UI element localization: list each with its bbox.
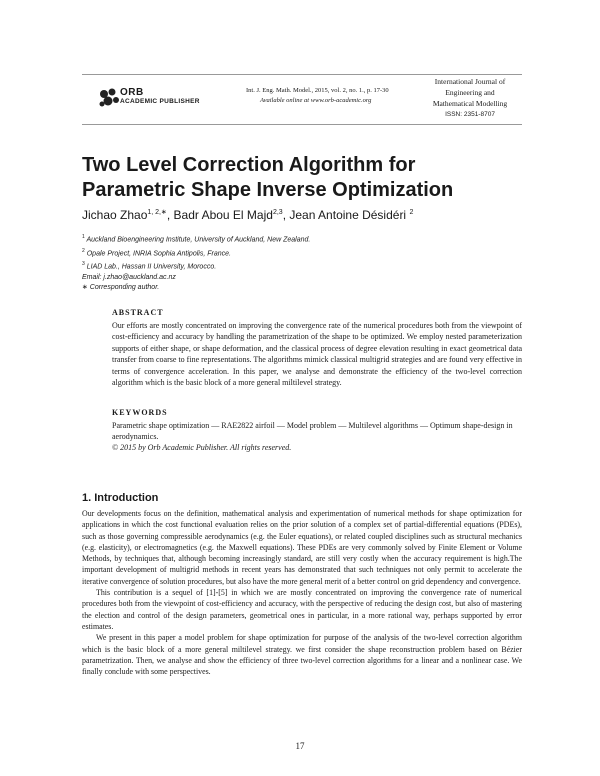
introduction-body <box>82 508 522 677</box>
paragraph: Our developments focus on the definition, mathematical analysis and experimentation of numerical methods for shape optimization for applications in which the cost functional evaluation relies on the prior solution of a complex set of partial-differential equations (PDEs), such as those governing compressible aerodynamics (e.g. the Euler equations), or related coupled disciplines such as structural mechanics (e.g. elasticity), or electromagnetics (e.g. the Maxwell equations). These PDEs are very commonly solved by Finite Element or Volume Methods, by techniques that, although becoming increasingly standard, are still very costly when the accuracy requirement is high.The important development of multigrid methods in recent years has demonstrated that such techniques not only permit to accelerate the iterative convergence of solution procedures, but also have the more general merit of a better control on grid dependency and convergence. <box>82 509 522 586</box>
issn: ISSN: 2351-8707 <box>445 111 495 118</box>
affiliation: $^2$ Opale Project, INRIA Sophia Antipolis, France. <box>82 247 231 257</box>
author-list: Jichao Zhao$^{1, 2,∗}$, Badr Abou El Majd$^{2,3}$, Jean Antoine Désidéri $^2$ <box>82 208 414 222</box>
affiliations <box>82 232 310 293</box>
citation: Int. J. Eng. Math. Model., 2015, vol. 2, no. 1., p. 17-30 <box>246 87 389 94</box>
publisher-logo <box>96 86 236 110</box>
keywords-heading: KEYWORDS <box>112 408 168 417</box>
abstract-heading: ABSTRACT <box>112 308 164 317</box>
author-sup: 2 <box>409 209 414 216</box>
paragraph: We present in this paper a model problem for shape optimization for purpose of the analysis of the two-level correction algorithm which is the basic block of a more general miltilevel strategy. we first consider the shape reconstruction problem based on Bézier parametrization. Then, we analyse and show the efficiency of three two-level correction algorithms for a linear and a nonlinear case. We finally conclude with some perspectives. <box>82 633 522 677</box>
abstract-text: Our efforts are mostly concentrated on improving the convergence rate of the numerical procedures both from the viewpoint of cost-efficiency and accuracy by handling the parametrization of the shape to be optimized. We employ nested parameterization supports of either shape, or shape deformation, and the classical process of degree elevation resulting in exact geometrical data transfer from coarse to fine representations. The algorithms mimick classical multigrid strategies and are found very effective in terms of convergence acceleration. In this paper, we analyse and demonstrate the efficiency of the two-level correction algorithm which is the basic block of a more general miltilevel strategy. <box>112 321 522 388</box>
copyright: © 2015 by Orb Academic Publisher. All rights reserved. <box>112 443 292 452</box>
paper-title: Two Level Correction Algorithm for Parametric Shape Inverse Optimization <box>82 154 454 201</box>
author-name: Jean Antoine Désidéri <box>289 208 407 222</box>
affiliation: $^3$ LIAD Lab., Hassan II University, Morocco. <box>82 261 217 271</box>
journal-line-1: International Journal of <box>434 77 506 86</box>
available-online: Available online at www.orb-academic.org <box>260 97 372 104</box>
author-name: Jichao Zhao <box>82 208 148 222</box>
affiliation: $^1$ Auckland Bioengineering Institute, University of Auckland, New Zealand. <box>82 234 311 244</box>
email: Email: j.zhao@auckland.ac.nz <box>82 273 176 281</box>
header-rule-top <box>82 74 522 75</box>
author-sup: 2,3 <box>272 209 283 216</box>
journal-line-3: Mathematical Modelling <box>432 99 508 108</box>
author-sup: 1, 2,∗ <box>147 209 167 216</box>
section-heading: 1. Introduction <box>82 492 159 504</box>
header-rule-bottom <box>82 124 522 125</box>
journal-line-2: Engineering and <box>445 88 495 97</box>
page-number: 17 <box>295 741 305 751</box>
paragraph: This contribution is a sequel of [1]-[5] in which we are mostly concentrated on improving the convergence rate of numerical procedures both from the viewpoint of cost-efficiency and accuracy, with the perspective of reducing the design cost, but also of mastering the election and control of the design parameters, geometrical ones in particular, in a more rational way, perhaps supported by error estimates. <box>82 588 522 631</box>
logo-text: ORB <box>120 87 144 98</box>
author-name: Badr Abou El Majd <box>173 208 273 222</box>
logo-subtext: ACADEMIC PUBLISHER <box>120 98 200 105</box>
corresponding-author: ∗ Corresponding author. <box>82 284 160 292</box>
keywords-text: Parametric shape optimization — RAE2822 airfoil — Model problem — Multilevel algorithms — Optimum shape-design in aerodynamics. <box>112 421 513 442</box>
journal-name <box>420 76 520 120</box>
